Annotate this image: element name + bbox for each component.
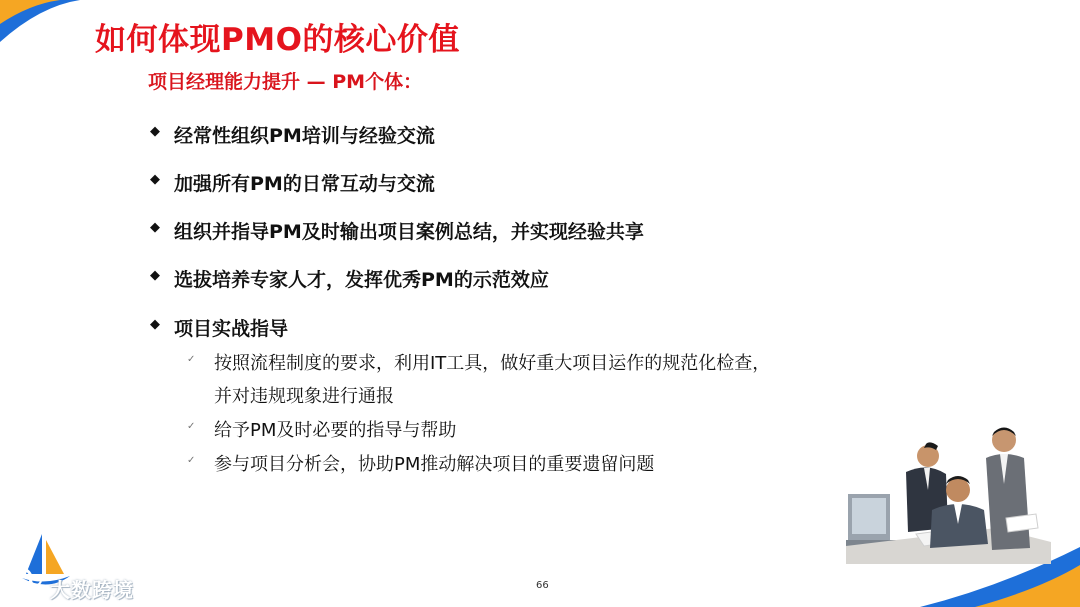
bullet-text: 经常性组织PM培训与经验交流 (174, 125, 435, 147)
bullet-text: 组织并指导PM及时输出项目案例总结，并实现经验共享 (174, 221, 644, 243)
checkmark-icon: ✓ (187, 354, 196, 365)
checkmark-icon: ✓ (187, 421, 196, 432)
diamond-bullet-icon: ◆ (150, 317, 160, 332)
sub-item-text: 参与项目分析会，协助PM推动解决项目的重要遗留问题 (214, 454, 655, 475)
diamond-bullet-icon: ◆ (150, 268, 160, 283)
bullet-text: 加强所有PM的日常互动与交流 (174, 173, 435, 195)
bullet-text: 选拔培养专家人才，发挥优秀PM的示范效应 (174, 269, 549, 291)
diamond-bullet-icon: ◆ (150, 220, 160, 235)
brand-logo-text: 大数跨境 (50, 578, 134, 602)
business-team-photo (846, 424, 1051, 564)
page-number: 66 (536, 580, 549, 591)
diamond-bullet-icon: ◆ (150, 172, 160, 187)
sub-item-text: 并对违规现象进行通报 (214, 386, 394, 407)
sub-item-text: 给予PM及时必要的指导与帮助 (214, 420, 457, 441)
page-title: 如何体现PMO的核心价值 (95, 22, 460, 58)
checkmark-icon: ✓ (187, 455, 196, 466)
diamond-bullet-icon: ◆ (150, 124, 160, 139)
bullet-text: 项目实战指导 (174, 318, 289, 340)
section-subtitle: 项目经理能力提升 — PM个体： (148, 71, 423, 93)
sub-item-text: 按照流程制度的要求，利用IT工具，做好重大项目运作的规范化检查， (214, 353, 771, 374)
corner-decoration-top-left (0, 0, 90, 45)
